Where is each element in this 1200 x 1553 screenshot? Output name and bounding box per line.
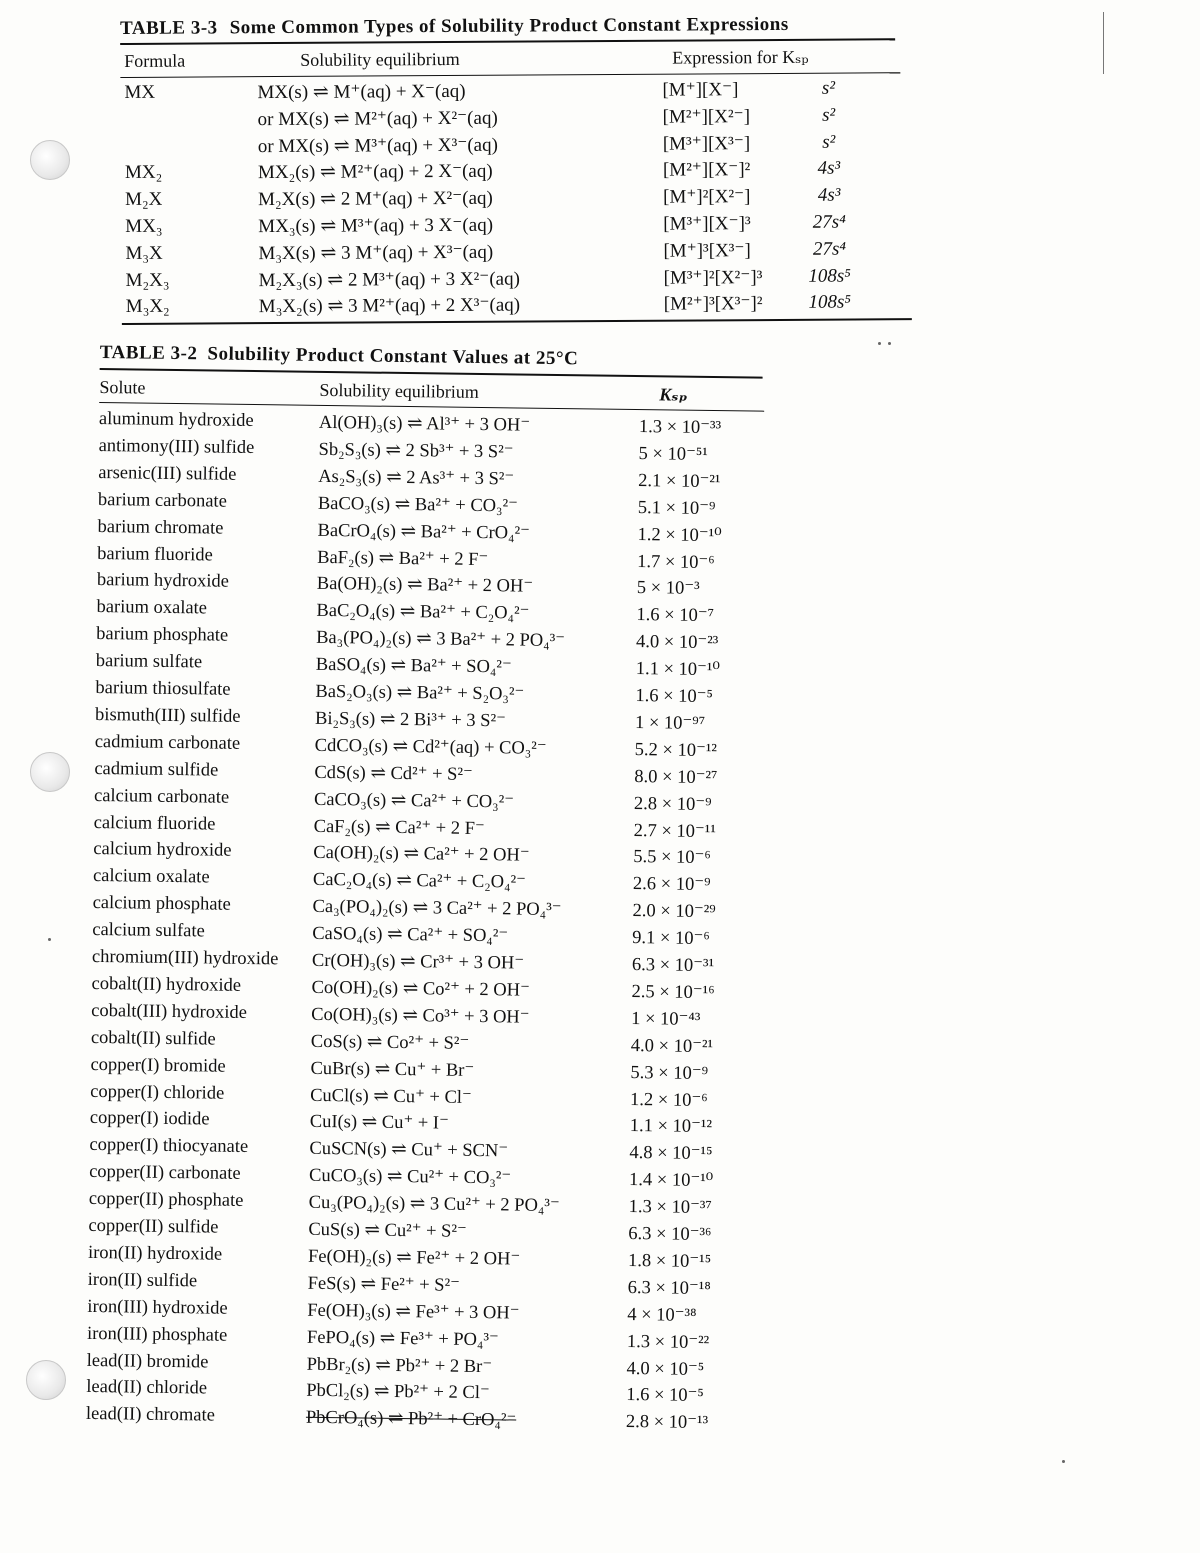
solute-cell: barium hydroxide — [96, 570, 230, 593]
header-equilibrium: Solubility equilibrium — [319, 379, 480, 402]
equilibrium-cell: M₂X₃(s) ⇌ 2 M³⁺(aq) + 3 X²⁻(aq) — [258, 268, 520, 291]
scan-speck — [48, 938, 51, 941]
equilibrium-cell: Fe(OH)₃(s) ⇌ Fe³⁺ + 3 OH⁻ — [307, 1300, 520, 1324]
table-3-3-caption: Some Common Types of Solubility Product Constant Expressions — [229, 13, 789, 39]
formula-cell: MX — [124, 81, 156, 103]
ksp-cell: 1 × 10⁻⁴³ — [631, 1008, 701, 1030]
solute-cell: lead(II) chloride — [86, 1377, 208, 1399]
equilibrium-cell: MX₂(s) ⇌ M²⁺(aq) + 2 X⁻(aq) — [257, 161, 493, 184]
table-row — [122, 265, 912, 296]
formula-cell: M₃X₂ — [125, 296, 170, 318]
equilibrium-cell: M₃X₂(s) ⇌ 3 M²⁺(aq) + 2 X³⁻(aq) — [258, 294, 521, 318]
scan-speck — [878, 342, 881, 345]
formula-cell: M₂X₃ — [125, 269, 170, 291]
equilibrium-cell: Al(OH)₃(s) ⇌ Al³⁺ + 3 OH⁻ — [318, 412, 531, 436]
equilibrium-cell: BaF₂(s) ⇌ Ba²⁺ + 2 F⁻ — [317, 547, 489, 570]
solute-cell: barium oxalate — [96, 597, 208, 619]
punch-hole — [30, 752, 70, 792]
formula-cell: M₂X — [125, 188, 163, 211]
solute-cell: barium carbonate — [97, 489, 227, 512]
expression-cell: [M³⁺]²[X²⁻]³ — [663, 266, 763, 289]
expression-cell: [M²⁺][X⁻]² — [662, 159, 751, 182]
ksp-cell: 2.7 × 10⁻¹¹ — [633, 820, 716, 842]
equilibrium-cell: or MX(s) ⇌ M³⁺(aq) + X³⁻(aq) — [257, 134, 498, 157]
solubility-expression-cell: 27s⁴ — [812, 238, 846, 260]
equilibrium-cell: BaS₂O₃(s) ⇌ Ba²⁺ + S₂O₃²⁻ — [315, 681, 525, 705]
ksp-cell: 2.6 × 10⁻⁹ — [632, 874, 711, 896]
ksp-cell: 2.8 × 10⁻⁹ — [633, 793, 712, 815]
solute-cell: cadmium sulfide — [94, 758, 219, 781]
equilibrium-cell: CoS(s) ⇌ Co²⁺ + S²⁻ — [310, 1031, 470, 1054]
equilibrium-cell: Fe(OH)₂(s) ⇌ Fe²⁺ + 2 OH⁻ — [307, 1246, 521, 1270]
solute-cell: calcium fluoride — [93, 812, 216, 835]
solute-cell: copper(I) chloride — [90, 1081, 225, 1104]
solute-cell: iron(III) hydroxide — [87, 1296, 228, 1319]
table-3-2-body — [86, 403, 799, 1442]
equilibrium-cell: Cr(OH)₃(s) ⇌ Cr³⁺ + 3 OH⁻ — [311, 950, 525, 974]
ksp-cell: 2.8 × 10⁻¹³ — [625, 1412, 709, 1434]
equilibrium-cell: Sb₂S₃(s) ⇌ 2 Sb³⁺ + 3 S²⁻ — [318, 439, 514, 463]
table-row — [121, 184, 911, 215]
solute-cell: calcium oxalate — [92, 866, 210, 888]
header-ksp: Kₛₚ — [659, 384, 688, 405]
table-3-2 — [86, 342, 800, 1442]
equilibrium-cell: PbCl₂(s) ⇌ Pb²⁺ + 2 Cl⁻ — [306, 1381, 490, 1404]
table-3-3-number: TABLE 3-3 — [120, 17, 218, 39]
equilibrium-cell: BaSO₄(s) ⇌ Ba²⁺ + SO₄²⁻ — [315, 654, 512, 678]
equilibrium-cell: Ca(OH)₂(s) ⇌ Ca²⁺ + 2 OH⁻ — [313, 843, 530, 867]
expression-cell: [M²⁺][X²⁻] — [662, 105, 751, 128]
expression-cell: [M³⁺][X³⁻] — [662, 132, 751, 155]
equilibrium-cell: BaCO₃(s) ⇌ Ba²⁺ + CO₃²⁻ — [317, 493, 519, 517]
solute-cell: iron(II) sulfide — [87, 1269, 198, 1292]
equilibrium-cell: Ca₃(PO₄)₂(s) ⇌ 3 Ca²⁺ + 2 PO₄³⁻ — [312, 897, 562, 921]
equilibrium-cell: CuCO₃(s) ⇌ Cu²⁺ + CO₃²⁻ — [308, 1165, 512, 1189]
solute-cell: lead(II) chromate — [85, 1404, 215, 1426]
solubility-expression-cell: s² — [822, 131, 836, 153]
solute-cell: calcium sulfate — [92, 920, 205, 942]
ksp-cell: 9.1 × 10⁻⁶ — [632, 928, 710, 950]
ksp-cell: 5.1 × 10⁻⁹ — [637, 497, 716, 519]
equilibrium-cell: CdS(s) ⇌ Cd²⁺ + S²⁻ — [314, 762, 473, 785]
ksp-cell: 5.3 × 10⁻⁹ — [630, 1062, 709, 1084]
table-3-2-caption: Solubility Product Constant Values at 25°C — [207, 343, 579, 370]
ksp-cell: 1.3 × 10⁻³³ — [638, 417, 722, 439]
equilibrium-cell: Cu₃(PO₄)₂(s) ⇌ 3 Cu²⁺ + 2 PO₄³⁻ — [308, 1192, 560, 1217]
expression-cell: [M⁺]²[X²⁻] — [663, 186, 751, 208]
solute-cell: bismuth(III) sulfide — [94, 704, 241, 727]
table-row — [120, 77, 910, 108]
equilibrium-cell: CuS(s) ⇌ Cu²⁺ + S²⁻ — [308, 1219, 467, 1242]
expression-cell: [M²⁺]³[X³⁻]² — [663, 293, 763, 316]
solubility-expression-cell: 4s³ — [817, 157, 841, 180]
equilibrium-cell: PbCrO₄(s) ⇌ Pb²⁺ + CrO₄²⁻ — [305, 1408, 517, 1431]
ksp-cell: 1.2 × 10⁻⁶ — [629, 1089, 708, 1111]
solute-cell: copper(I) thiocyanate — [89, 1135, 249, 1158]
solute-cell: copper(I) iodide — [89, 1108, 210, 1130]
header-equilibrium: Solubility equilibrium — [300, 48, 460, 70]
solute-cell: chromium(III) hydroxide — [91, 946, 279, 970]
header-solute: Solute — [99, 376, 146, 398]
ksp-cell: 2.5 × 10⁻¹⁶ — [631, 981, 715, 1003]
equilibrium-cell: Ba(OH)₂(s) ⇌ Ba²⁺ + 2 OH⁻ — [316, 574, 534, 598]
equilibrium-cell: CaCO₃(s) ⇌ Ca²⁺ + CO₃²⁻ — [313, 789, 515, 813]
expression-cell: [M⁺]³[X³⁻] — [663, 239, 751, 262]
scan-speck — [888, 342, 891, 345]
solute-cell: iron(II) hydroxide — [87, 1242, 223, 1265]
equilibrium-cell: Co(OH)₃(s) ⇌ Co³⁺ + 3 OH⁻ — [311, 1004, 530, 1028]
solute-cell: copper(II) sulfide — [88, 1215, 219, 1238]
page-edge-mark — [1103, 12, 1104, 74]
solute-cell: calcium hydroxide — [93, 839, 232, 862]
equilibrium-cell: Bi₂S₃(s) ⇌ 2 Bi³⁺ + 3 S²⁻ — [314, 708, 506, 732]
ksp-cell: 1.1 × 10⁻¹⁰ — [635, 659, 720, 681]
ksp-cell: 1.4 × 10⁻¹⁰ — [628, 1170, 714, 1192]
equilibrium-cell: or MX(s) ⇌ M²⁺(aq) + X²⁻(aq) — [257, 107, 498, 130]
solute-cell: barium phosphate — [96, 624, 229, 646]
ksp-cell: 1.3 × 10⁻²² — [626, 1331, 710, 1353]
table-3-3-body — [120, 73, 911, 325]
equilibrium-cell: CuBr(s) ⇌ Cu⁺ + Br⁻ — [310, 1058, 475, 1081]
ksp-cell: 4.0 × 10⁻⁵ — [626, 1358, 705, 1380]
ksp-cell: 1 × 10⁻⁹⁷ — [634, 712, 706, 734]
equilibrium-cell: As₂S₃(s) ⇌ 2 As³⁺ + 3 S²⁻ — [318, 466, 515, 490]
solubility-expression-cell: 108s⁵ — [808, 265, 851, 287]
ksp-cell: 1.6 × 10⁻⁵ — [626, 1385, 704, 1407]
solute-cell: cadmium carbonate — [94, 731, 241, 754]
ksp-cell: 1.8 × 10⁻¹⁵ — [627, 1250, 712, 1272]
solute-cell: aluminum hydroxide — [98, 408, 254, 432]
equilibrium-cell: PbBr₂(s) ⇌ Pb²⁺ + 2 Br⁻ — [306, 1354, 493, 1377]
equilibrium-cell: FePO₄(s) ⇌ Fe³⁺ + PO₄³⁻ — [306, 1327, 499, 1350]
table-row — [121, 211, 911, 242]
table-row — [121, 158, 911, 189]
ksp-cell: 1.7 × 10⁻⁶ — [637, 551, 715, 573]
equilibrium-cell: BaC₂O₄(s) ⇌ Ba²⁺ + C₂O₄²⁻ — [316, 601, 530, 624]
solubility-expression-cell: s² — [821, 77, 836, 99]
ksp-cell: 5.5 × 10⁻⁶ — [633, 847, 711, 869]
equilibrium-cell: CuCl(s) ⇌ Cu⁺ + Cl⁻ — [310, 1085, 472, 1108]
equilibrium-cell: M₂X(s) ⇌ 2 M⁺(aq) + X²⁻(aq) — [258, 187, 493, 211]
equilibrium-cell: MX₃(s) ⇌ M³⁺(aq) + 3 X⁻(aq) — [258, 214, 494, 238]
table-row — [121, 131, 911, 162]
equilibrium-cell: MX(s) ⇌ M⁺(aq) + X⁻(aq) — [257, 80, 466, 104]
formula-cell: M₃X — [125, 242, 163, 264]
solubility-expression-cell: s² — [821, 104, 836, 126]
ksp-cell: 6.3 × 10⁻¹⁸ — [627, 1277, 711, 1299]
ksp-cell: 1.6 × 10⁻⁷ — [636, 605, 715, 627]
solubility-expression-cell: 108s⁵ — [808, 291, 852, 314]
ksp-cell: 4 × 10⁻³⁸ — [627, 1304, 697, 1326]
equilibrium-cell: CuI(s) ⇌ Cu⁺ + I⁻ — [309, 1112, 449, 1135]
ksp-cell: 1.3 × 10⁻³⁷ — [628, 1197, 712, 1219]
solute-cell: copper(I) bromide — [90, 1054, 226, 1077]
solubility-expression-cell: 27s⁴ — [812, 211, 846, 233]
equilibrium-cell: CdCO₃(s) ⇌ Cd²⁺(aq) + CO₃²⁻ — [314, 735, 547, 759]
table-3-2-number: TABLE 3-2 — [99, 342, 198, 365]
ksp-cell: 4.0 × 10⁻²¹ — [630, 1035, 714, 1057]
formula-cell: MX₂ — [124, 162, 163, 184]
solute-cell: cobalt(III) hydroxide — [91, 1000, 248, 1023]
equilibrium-cell: FeS(s) ⇌ Fe²⁺ + S²⁻ — [307, 1273, 460, 1296]
ksp-cell: 1.2 × 10⁻¹⁰ — [637, 524, 722, 546]
solute-cell: barium fluoride — [97, 543, 213, 565]
solute-cell: calcium phosphate — [92, 893, 231, 915]
solute-cell: cobalt(II) sulfide — [90, 1027, 216, 1050]
ksp-cell: 5.2 × 10⁻¹² — [634, 739, 718, 761]
table-row — [121, 238, 911, 269]
table-3-3-header-row — [120, 40, 900, 78]
equilibrium-cell: CuSCN(s) ⇌ Cu⁺ + SCN⁻ — [309, 1139, 509, 1162]
punch-hole — [30, 140, 70, 180]
table-3-3 — [120, 13, 912, 325]
equilibrium-cell: CaF₂(s) ⇌ Ca²⁺ + 2 F⁻ — [313, 816, 485, 839]
ksp-cell: 4.0 × 10⁻²³ — [635, 632, 719, 654]
expression-cell: [M³⁺][X⁻]³ — [663, 213, 751, 235]
punch-hole — [26, 1360, 66, 1400]
formula-cell: MX₃ — [125, 215, 163, 237]
equilibrium-cell: CaC₂O₄(s) ⇌ Ca²⁺ + C₂O₄²⁻ — [312, 870, 526, 893]
solute-cell: copper(II) phosphate — [88, 1189, 244, 1212]
solute-cell: calcium carbonate — [93, 785, 230, 808]
equilibrium-cell: M₃X(s) ⇌ 3 M⁺(aq) + X³⁻(aq) — [258, 241, 494, 264]
table-row — [122, 292, 912, 323]
ksp-cell: 1.6 × 10⁻⁵ — [635, 686, 714, 708]
equilibrium-cell: Ba₃(PO₄)₂(s) ⇌ 3 Ba²⁺ + 2 PO₄³⁻ — [316, 628, 566, 652]
ksp-cell: 6.3 × 10⁻³⁶ — [628, 1223, 712, 1246]
ksp-cell: 5 × 10⁻³ — [636, 578, 700, 600]
header-formula: Formula — [124, 50, 186, 71]
solute-cell: cobalt(II) hydroxide — [91, 973, 242, 996]
table-row — [121, 104, 911, 135]
solute-cell: lead(II) bromide — [86, 1350, 209, 1373]
ksp-cell: 1.1 × 10⁻¹² — [629, 1116, 713, 1138]
header-expression: Expression for Kₛₚ — [672, 46, 809, 68]
solute-cell: arsenic(III) sulfide — [98, 462, 237, 485]
solute-cell: iron(III) phosphate — [86, 1323, 228, 1346]
solute-cell: copper(II) carbonate — [89, 1162, 241, 1185]
ksp-cell: 6.3 × 10⁻³¹ — [631, 955, 715, 977]
scan-speck — [1062, 1460, 1065, 1463]
solute-cell: barium thiosulfate — [95, 677, 231, 700]
ksp-cell: 4.8 × 10⁻¹⁵ — [629, 1143, 713, 1165]
ksp-cell: 2.1 × 10⁻²¹ — [638, 470, 721, 492]
equilibrium-cell: BaCrO₄(s) ⇌ Ba²⁺ + CrO₄²⁻ — [317, 520, 530, 544]
solute-cell: barium chromate — [97, 516, 224, 539]
ksp-cell: 8.0 × 10⁻²⁷ — [634, 766, 718, 788]
solute-cell: antimony(III) sulfide — [98, 435, 255, 458]
ksp-cell: 5 × 10⁻⁵¹ — [638, 443, 708, 465]
equilibrium-cell: CaSO₄(s) ⇌ Ca²⁺ + SO₄²⁻ — [312, 923, 509, 947]
solute-cell: barium sulfate — [95, 651, 203, 673]
ksp-cell: 2.0 × 10⁻²⁹ — [632, 901, 716, 923]
equilibrium-cell: Co(OH)₂(s) ⇌ Co²⁺ + 2 OH⁻ — [311, 977, 530, 1001]
solubility-expression-cell: 4s³ — [817, 184, 841, 206]
expression-cell: [M⁺][X⁻] — [662, 79, 739, 101]
